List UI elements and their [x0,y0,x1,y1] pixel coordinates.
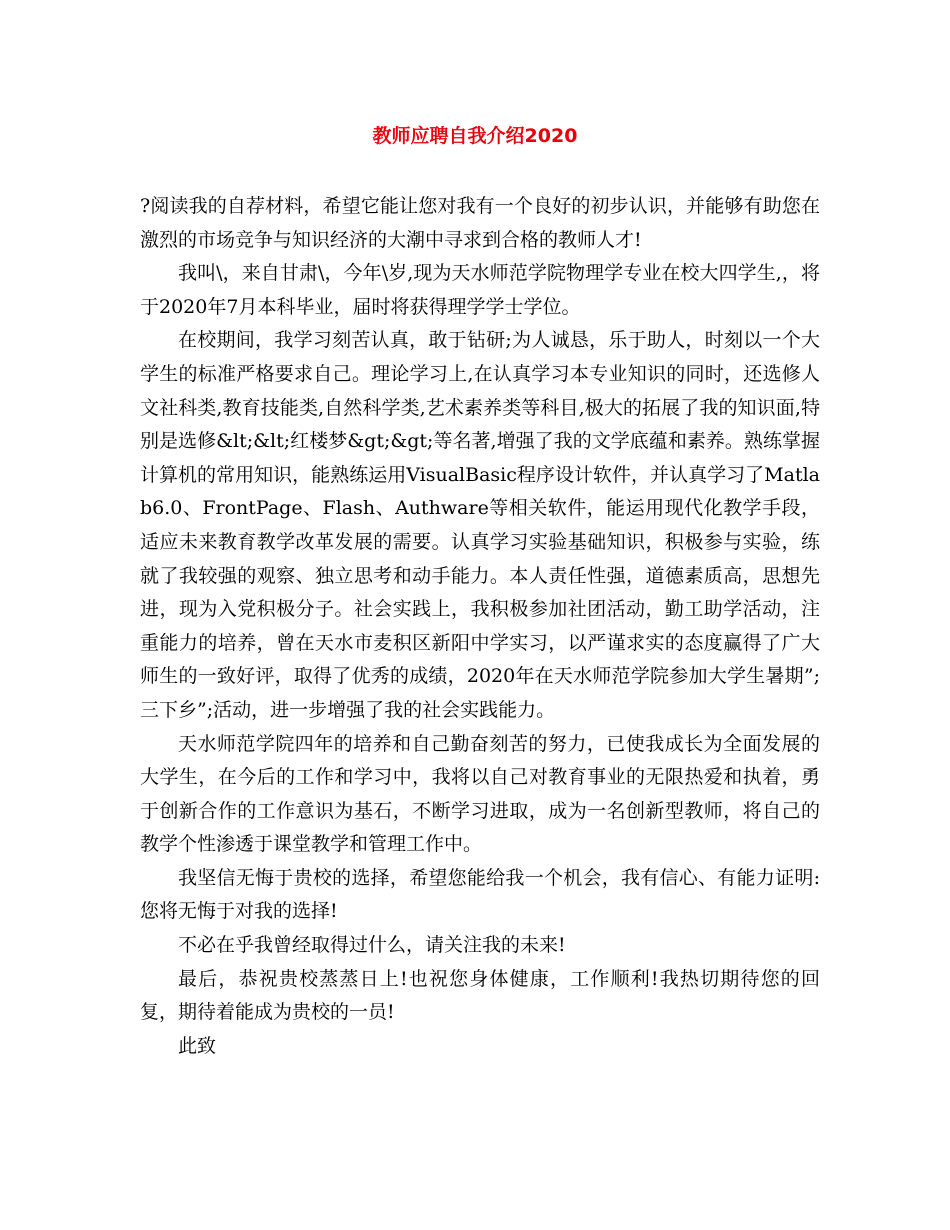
paragraph-belief: 我坚信无悔于贵校的选择，希望您能给我一个机会，我有信心、有能力证明:您将无悔于对我的选择! [140,866,820,923]
paragraph-self-intro: 我叫\，来自甘肃\，今年\岁,现为天水师范学院物理学专业在校大四学生,，将于2020年7月本科毕业，届时将获得理学学士学位。 [140,262,820,318]
paragraph-growth: 天水师范学院四年的培养和自己勤奋刻苦的努力，已使我成长为全面发展的大学生，在今后的工作和学习中，我将以自己对教育事业的无限热爱和执着，勇于创新合作的工作意识为基石，不断学习进取，成为一名创新型教师，将自己的教学个性渗透于课堂教学和管理工作中。 [140,732,820,856]
paragraph-future: 不必在乎我曾经取得过什么，请关注我的未来! [178,934,566,957]
document-title: 教师应聘自我介绍2020 [372,125,578,147]
paragraph-salutation: 此致 [178,1034,217,1057]
paragraph-school-period: 在校期间，我学习刻苦认真，敢于钻研;为人诚恳，乐于助人，时刻以一个大学生的标准严格要求自己。理论学习上,在认真学习本专业知识的同时，还选修人文社科类,教育技能类,自然科学类,艺术素养类等科目,极大的拓展了我的知识面,特别是选修&lt;&lt;红楼梦&gt;&gt;等名著,增强了我的文学底蕴和素养。熟练掌握计算机的常用知识，能熟练运用VisualBasic程序设计软件，并认真学习了Matlab6.0、FrontPage、Flash、Authware等相关软件，能运用现代化教学手段，适应未来教育教学改革发展的需要。认真学习实验基础知识，积极参与实验，练就了我较强的观察、独立思考和动手能力。本人责任性强，道德素质高，思想先进，现为入党积极分子。社会实践上，我积极参加社团活动，勤工助学活动，注重能力的培养，曾在天水市麦积区新阳中学实习，以严谨求实的态度赢得了广大师生的一致好评，取得了优秀的成绩，2020年在天水师范学院参加大学生暑期”;三下乡”;活动，进一步增强了我的社会实践能力。 [140,329,820,721]
paragraph-closing: 最后，恭祝贵校蒸蒸日上!也祝您身体健康，工作顺利!我热切期待您的回复，期待着能成为贵校的一员! [140,967,820,1024]
document-body [140,190,820,1063]
paragraph-intro: ?阅读我的自荐材料，希望它能让您对我有一个良好的初步认识，并能够有助您在激烈的市场竞争与知识经济的大潮中寻求到合格的教师人才! [140,195,820,251]
